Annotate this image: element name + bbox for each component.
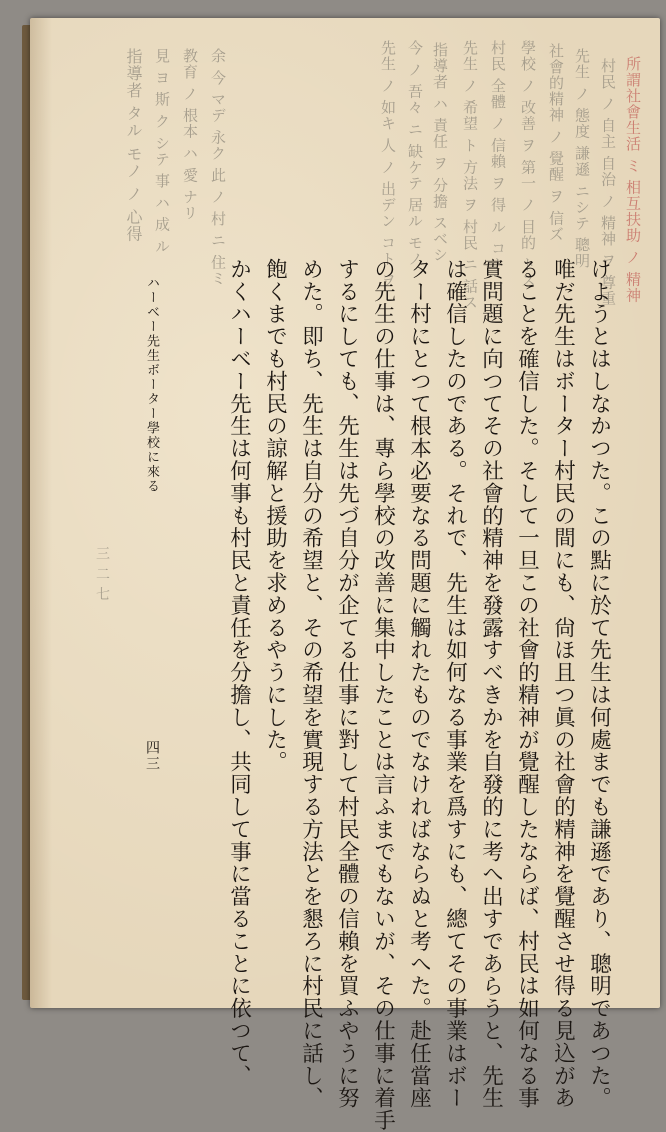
margin-note: 指導者 ハ 責任 ヲ 分擔 スベシ	[431, 42, 449, 263]
margin-note: 教育 ノ 根本 ハ 愛 ナリ	[181, 48, 199, 221]
body-column-4: 實問題に向つてその社會的精神を發露すべきかを自發的に考へ出すであらうと、先生	[478, 258, 504, 1110]
body-column-1: けようとはしなかつた。この點に於て先生は何處までも謙遜であり、聰明であつた。	[586, 258, 612, 1110]
margin-note: 先生 ノ 如キ 人 ノ 出デン コト ヲ	[379, 40, 397, 289]
margin-note: 指導者 タル モノ ノ 心得	[124, 48, 143, 243]
body-column-7: の先生の仕事は、專ら學校の改善に集中したことは言ふまでもないが、その仕事に着手	[370, 258, 396, 1132]
body-column-3: ることを確信した。そして一旦この社會的精神が覺醒したならば、村民は如何なる事	[514, 258, 540, 1110]
margin-note: 見 ヨ 斯 ク シテ 事 ハ 成 ル	[153, 48, 171, 255]
body-column-6: ター村にとつて根本必要なる問題に觸れたものでなければならぬと考へた。赴任當座	[406, 258, 432, 1110]
margin-note: 先生 ノ 態度 謙遜 ニシテ 聰明	[573, 48, 591, 269]
margin-note: 所謂社會生活 ミ 相互扶助 ノ 精神	[624, 56, 642, 304]
margin-note: 先生 ノ 希望 ト 方法 ヲ 村民 ニ 話ス	[461, 40, 479, 311]
body-column-11: かくハーベー先生は何事も村民と責任を分擔し、共同して事に當ることに依つて、	[226, 258, 252, 1087]
margin-page-mark: 三 二 七	[94, 546, 110, 602]
margin-note: 今 ノ 吾々 ニ 缺ケテ 居ル モノ	[406, 40, 424, 267]
margin-note: 學校 ノ 改善 ヲ 第一 ノ 目的 トス	[519, 40, 537, 289]
margin-note: 村民 ノ 自主 自治 ノ 精神 ヲ 尊重	[599, 58, 617, 307]
body-column-2: 唯だ先生はボーター村民の間にも、尙ほ且つ眞の社會的精神を覺醒させ得る見込があ	[550, 258, 576, 1110]
body-column-10: 飽くまでも村民の諒解と援助を求めるやうにした。	[262, 258, 288, 774]
margin-note: 余 今 マデ 永ク 此 ノ 村 ニ 住ミ	[209, 48, 227, 287]
body-column-5: は確信したのである。それで、先生は如何なる事業を爲すにも、總てその事業はボー	[442, 258, 468, 1110]
running-title: ハーベー先生ボーター學校に來る	[144, 276, 159, 494]
body-column-9: めた。即ち、先生は自分の希望と、その希望を實現する方法とを懇ろに村民に話し、	[298, 258, 324, 1110]
margin-note: 社會的精神 ノ 覺醒 ヲ 信ズ	[547, 43, 565, 243]
margin-note: 村民 全體 ノ 信賴 ヲ 得 ル コト	[489, 40, 507, 273]
body-column-8: するにしても、先生は先づ自分が企てる仕事に對して村民全體の信賴を買ふやうに努	[334, 258, 360, 1110]
page-number: 四三	[144, 740, 160, 772]
book-page	[30, 18, 660, 1132]
